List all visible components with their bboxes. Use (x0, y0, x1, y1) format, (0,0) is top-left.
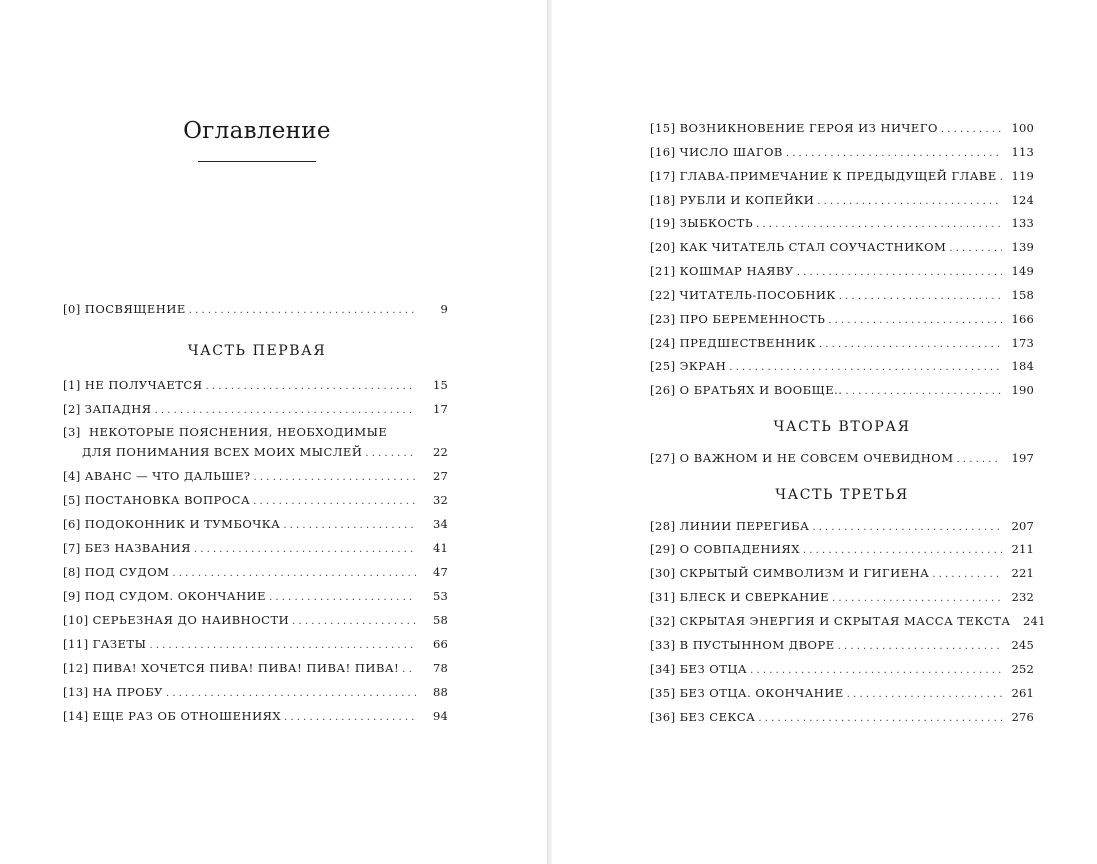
entry-label: НА ПРОБУ (92, 685, 163, 699)
entry-number: [4] (63, 469, 81, 483)
entry-label: ПОД СУДОМ (84, 565, 170, 579)
entry-number: [14] (63, 709, 89, 723)
entry-number: [5] (63, 493, 81, 507)
entry-page: 173 (1011, 336, 1034, 350)
toc-entry[interactable] (650, 542, 1034, 558)
toc-entry[interactable] (650, 614, 1046, 630)
entry-page: 27 (432, 469, 448, 483)
toc-entry[interactable] (63, 541, 448, 557)
entry-number: [30] (650, 566, 676, 580)
toc-entry-continuation[interactable] (82, 445, 448, 461)
leader-dots (149, 639, 416, 653)
entry-label: ГЛАВА-ПРИМЕЧАНИЕ К ПРЕДЫДУЩЕЙ ГЛАВЕ (679, 169, 997, 183)
entry-label: ЗЫБКОСТЬ (679, 216, 754, 230)
leader-dots (729, 361, 1002, 375)
toc-entry[interactable] (650, 638, 1034, 654)
entry-number: [36] (650, 710, 676, 724)
leader-dots (812, 521, 1002, 535)
entry-number: [24] (650, 336, 676, 350)
entry-page: 276 (1011, 710, 1034, 724)
leader-dots (284, 711, 416, 725)
title-underline (198, 161, 316, 162)
entry-label: О БРАТЬЯХ И ВООБЩЕ.. (679, 383, 843, 397)
leader-dots (166, 687, 416, 701)
entry-page: 113 (1011, 145, 1034, 159)
leader-dots (365, 447, 416, 461)
toc-entry[interactable] (63, 493, 448, 509)
entry-page: 252 (1011, 662, 1034, 676)
entry-label: О СОВПАДЕНИЯХ (679, 542, 800, 556)
entry-page: 17 (432, 402, 448, 416)
toc-entry[interactable] (650, 145, 1034, 161)
leader-dots (838, 640, 1002, 654)
toc-entry[interactable] (650, 662, 1034, 678)
leader-dots (206, 380, 417, 394)
entry-label: НЕ ПОЛУЧАЕТСЯ (84, 378, 203, 392)
leader-dots (292, 615, 416, 629)
entry-number: [0] (63, 302, 81, 316)
entry-label: БЕЗ ОТЦА. ОКОНЧАНИЕ (679, 686, 844, 700)
entry-page: 53 (432, 589, 448, 603)
entry-number: [9] (63, 589, 81, 603)
toc-entry[interactable] (650, 566, 1034, 582)
entry-number: [17] (650, 169, 676, 183)
entry-number: [6] (63, 517, 81, 531)
entry-number: [16] (650, 145, 676, 159)
entry-number: [10] (63, 613, 89, 627)
entry-number: [25] (650, 359, 676, 373)
toc-entry[interactable] (650, 288, 1034, 304)
entry-number: [19] (650, 216, 676, 230)
leader-dots (189, 304, 416, 318)
entry-number: [3] (63, 425, 81, 439)
entry-page: 221 (1011, 566, 1034, 580)
leader-dots (756, 218, 1002, 232)
toc-entry[interactable] (650, 264, 1034, 280)
entry-page: 58 (432, 613, 448, 627)
entry-number: [15] (650, 121, 676, 135)
entry-label: РУБЛИ И КОПЕЙКИ (679, 193, 815, 207)
leader-dots (1000, 171, 1002, 185)
toc-entry[interactable] (63, 637, 448, 653)
entry-page: 139 (1011, 240, 1034, 254)
entry-page: 15 (432, 378, 448, 392)
entry-label: ВОЗНИКНОВЕНИЕ ГЕРОЯ ИЗ НИЧЕГО (679, 121, 938, 135)
leader-dots (194, 543, 416, 557)
toc-entry[interactable] (650, 121, 1034, 137)
toc-entry[interactable] (650, 336, 1034, 352)
toc-entry-dedication[interactable] (63, 302, 448, 318)
entry-label: ПОДОКОННИК И ТУМБОЧКА (84, 517, 281, 531)
leader-dots (839, 290, 1002, 304)
entry-page: 41 (432, 541, 448, 555)
entry-page: 158 (1011, 288, 1034, 302)
entry-page: 124 (1011, 193, 1034, 207)
entry-label: ПОСТАНОВКА ВОПРОСА (84, 493, 251, 507)
entry-number: [13] (63, 685, 89, 699)
leader-dots (845, 385, 1002, 399)
toc-entry[interactable] (63, 685, 448, 701)
entry-page: 190 (1011, 383, 1034, 397)
entry-number: [20] (650, 240, 676, 254)
entry-label: БЛЕСК И СВЕРКАНИЕ (679, 590, 830, 604)
leader-dots (847, 688, 1002, 702)
toc-entry[interactable] (650, 240, 1034, 256)
toc-entry[interactable] (63, 589, 448, 605)
leader-dots (832, 592, 1002, 606)
entry-number: [18] (650, 193, 676, 207)
entry-label: БЕЗ НАЗВАНИЯ (84, 541, 191, 555)
leader-dots (932, 568, 1002, 582)
leader-dots (786, 147, 1002, 161)
entry-page: 32 (432, 493, 448, 507)
entry-number: [26] (650, 383, 676, 397)
entry-page: 149 (1011, 264, 1034, 278)
toc-entry[interactable] (63, 709, 448, 725)
entry-page: 22 (432, 445, 448, 459)
entry-page: 88 (432, 685, 448, 699)
entry-label: БЕЗ СЕКСА (679, 710, 756, 724)
leader-dots (949, 242, 1002, 256)
entry-label: ЕЩЕ РАЗ ОБ ОТНОШЕНИЯХ (92, 709, 282, 723)
leader-dots (941, 123, 1002, 137)
part-heading-3: ЧАСТЬ ТРЕТЬЯ (775, 487, 909, 503)
entry-number: [31] (650, 590, 676, 604)
entry-page: 241 (1023, 614, 1046, 628)
entry-number: [23] (650, 312, 676, 326)
entry-page: 47 (432, 565, 448, 579)
entry-label: АВАНС — ЧТО ДАЛЬШЕ? (84, 469, 251, 483)
toc-entry[interactable] (650, 216, 1034, 232)
entry-label: ПРЕДШЕСТВЕННИК (679, 336, 816, 350)
entry-page: 66 (432, 637, 448, 651)
entry-label: ДЛЯ ПОНИМАНИЯ ВСЕХ МОИХ МЫСЛЕЙ (82, 445, 363, 459)
entry-page: 197 (1011, 451, 1034, 465)
toc-entry[interactable] (650, 686, 1034, 702)
toc-entry[interactable] (63, 378, 448, 394)
entry-label-line1: НЕКОТОРЫЕ ПОЯСНЕНИЯ, НЕОБХОДИМЫЕ (88, 425, 388, 439)
toc-entry[interactable] (650, 519, 1034, 535)
entry-label: ЭКРАН (679, 359, 727, 373)
leader-dots (269, 591, 416, 605)
toc-entry[interactable] (63, 565, 448, 581)
entry-label: КАК ЧИТАТЕЛЬ СТАЛ СОУЧАСТНИКОМ (679, 240, 947, 254)
entry-number: [1] (63, 378, 81, 392)
leader-dots (758, 712, 1002, 726)
toc-entry[interactable] (650, 312, 1034, 328)
entry-page: 34 (432, 517, 448, 531)
leader-dots (750, 664, 1002, 678)
entry-number: [22] (650, 288, 676, 302)
leader-dots (803, 544, 1002, 558)
toc-entry[interactable] (650, 710, 1034, 726)
leader-dots (283, 519, 416, 533)
entry-label: БЕЗ ОТЦА (679, 662, 748, 676)
entry-number: [21] (650, 264, 676, 278)
leader-dots (817, 195, 1002, 209)
toc-entry[interactable] (63, 469, 448, 485)
entry-label: ЧИТАТЕЛЬ-ПОСОБНИК (679, 288, 836, 302)
entry-page: 94 (432, 709, 448, 723)
leader-dots (819, 338, 1002, 352)
toc-entry[interactable] (650, 383, 1034, 399)
entry-label: ПОСВЯЩЕНИЕ (84, 302, 186, 316)
part-heading-1: ЧАСТЬ ПЕРВАЯ (187, 343, 327, 359)
entry-number: [12] (63, 661, 89, 675)
leader-dots (957, 453, 1003, 467)
toc-entry[interactable] (650, 169, 1034, 185)
entry-label: О ВАЖНОМ И НЕ СОВСЕМ ОЧЕВИДНОМ (679, 451, 954, 465)
entry-page: 207 (1011, 519, 1034, 533)
toc-entry[interactable] (63, 402, 448, 418)
leader-dots (254, 471, 416, 485)
part-heading-2: ЧАСТЬ ВТОРАЯ (773, 419, 911, 435)
toc-entry[interactable] (63, 517, 448, 533)
toc-entry[interactable] (650, 451, 1034, 467)
entry-label: ПИВА! ХОЧЕТСЯ ПИВА! ПИВА! ПИВА! ПИВА! (92, 661, 400, 675)
entry-page: 166 (1011, 312, 1034, 326)
entry-number: [34] (650, 662, 676, 676)
entry-page: 100 (1011, 121, 1034, 135)
entry-label: В ПУСТЫННОМ ДВОРЕ (679, 638, 835, 652)
leader-dots (155, 404, 416, 418)
entry-label: СКРЫТАЯ ЭНЕРГИЯ И СКРЫТАЯ МАССА ТЕКСТА (679, 614, 1011, 628)
entry-label: ГАЗЕТЫ (92, 637, 147, 651)
toc-entry[interactable] (650, 359, 1034, 375)
entry-page: 245 (1011, 638, 1034, 652)
leader-dots (402, 663, 416, 677)
entry-label: СЕРЬЕЗНАЯ ДО НАИВНОСТИ (92, 613, 290, 627)
entry-label: ЛИНИИ ПЕРЕГИБА (679, 519, 810, 533)
entry-page: 78 (432, 661, 448, 675)
toc-entry[interactable] (63, 661, 448, 677)
toc-entry-first-line[interactable] (63, 425, 387, 439)
entry-number: [32] (650, 614, 676, 628)
entry-number: [27] (650, 451, 676, 465)
leader-dots (172, 567, 416, 581)
entry-page: 232 (1011, 590, 1034, 604)
toc-entry[interactable] (63, 613, 448, 629)
entry-label: ЧИСЛО ШАГОВ (679, 145, 783, 159)
entry-page: 184 (1011, 359, 1034, 373)
entry-label: ПРО БЕРЕМЕННОСТЬ (679, 312, 826, 326)
entry-label: КОШМАР НАЯВУ (679, 264, 794, 278)
entry-number: [7] (63, 541, 81, 555)
entry-number: [29] (650, 542, 676, 556)
entry-number: [35] (650, 686, 676, 700)
leader-dots (828, 314, 1002, 328)
toc-entry[interactable] (650, 590, 1034, 606)
entry-label: ЗАПАДНЯ (84, 402, 152, 416)
entry-number: [8] (63, 565, 81, 579)
entry-number: [2] (63, 402, 81, 416)
entry-label: СКРЫТЫЙ СИМВОЛИЗМ И ГИГИЕНА (679, 566, 930, 580)
entry-page: 133 (1011, 216, 1034, 230)
entry-number: [11] (63, 637, 89, 651)
entry-label: ПОД СУДОМ. ОКОНЧАНИЕ (84, 589, 267, 603)
entry-number: [33] (650, 638, 676, 652)
toc-entry[interactable] (650, 193, 1034, 209)
entry-page: 9 (440, 302, 448, 316)
leader-dots (253, 495, 416, 509)
leader-dots (797, 266, 1002, 280)
entry-page: 211 (1011, 542, 1034, 556)
toc-title: Оглавление (183, 118, 331, 144)
entry-number: [28] (650, 519, 676, 533)
entry-page: 261 (1011, 686, 1034, 700)
entry-page: 119 (1011, 169, 1034, 183)
